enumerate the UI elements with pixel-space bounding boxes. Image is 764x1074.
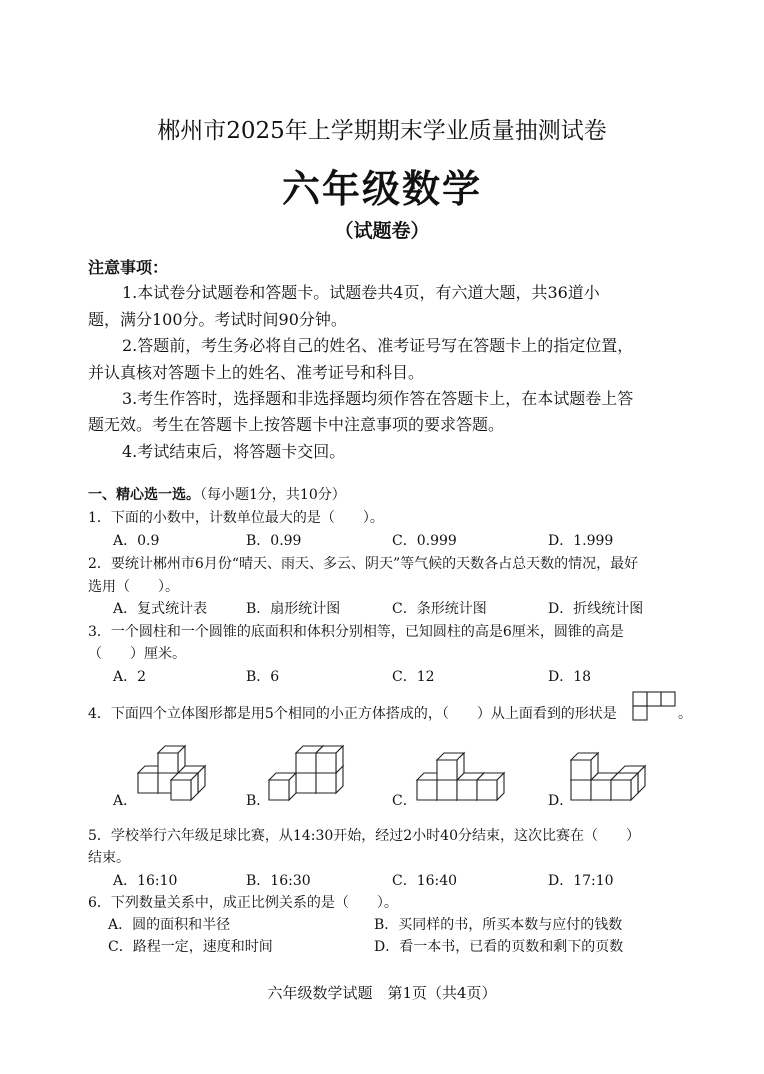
q3-option-d: D．18 xyxy=(548,669,592,685)
question-2: 2．要统计郴州市6月份“晴天、雨天、多云、阴天”等气候的天数各占总天数的情况，最好 xyxy=(88,556,639,572)
top-view-shape-figure xyxy=(632,691,676,721)
q5-option-b: B．16:30 xyxy=(246,873,311,889)
question-4: 4．下面四个立体图形都是用5个相同的小正方体搭成的，（ ）从上面看到的形状是 xyxy=(88,706,617,722)
q3-option-c: C．12 xyxy=(392,669,435,685)
q5-option-d: D．17:10 xyxy=(548,873,614,889)
question-6: 6．下列数量关系中，成正比例关系的是（ ）。 xyxy=(88,895,398,911)
q6-option-a: A．圆的面积和半径 xyxy=(108,917,231,933)
q4-figure-b xyxy=(268,740,358,802)
question-2-cont: 选用（ ）。 xyxy=(88,579,179,595)
paper-type: （试题卷） xyxy=(334,220,430,242)
q1-option-c: C．0.999 xyxy=(392,533,457,549)
q6-option-c: C．路程一定，速度和时间 xyxy=(108,939,273,955)
question-1: 1．下面的小数中，计数单位最大的是（ ）。 xyxy=(88,510,384,526)
q6-option-d: D．看一本书，已看的页数和剩下的页数 xyxy=(374,939,624,955)
notice-line: 题无效。考生在答题卡上按答题卡中注意事项的要求答题。 xyxy=(88,415,505,434)
exam-title: 郴州市2025年上学期期末学业质量抽测试卷 xyxy=(157,118,607,144)
notice-line: 1.本试卷分试题卷和答题卡。试题卷共4页，有六道大题，共36道小 xyxy=(122,283,600,302)
q4-option-b: B． xyxy=(246,793,271,809)
q2-option-a: A．复式统计表 xyxy=(113,601,208,617)
notice-line: 题，满分100分。考试时间90分钟。 xyxy=(88,310,347,329)
notice-line: 2.答题前，考生务必将自己的姓名、准考证号写在答题卡上的指定位置， xyxy=(122,336,634,355)
subject-title: 六年级数学 xyxy=(281,167,482,211)
q4-figure-c xyxy=(413,740,513,802)
question-3: 3．一个圆柱和一个圆锥的底面积和体积分别相等，已知圆柱的高是6厘米，圆锥的高是 xyxy=(88,624,624,640)
question-3-cont: （ ）厘米。 xyxy=(88,646,186,662)
question-5: 5．学校举行六年级足球比赛，从14:30开始，经过2小时40分结束，这次比赛在（ ） xyxy=(88,828,640,844)
section-heading: 一、精心选一选。（每小题1分，共10分） xyxy=(88,487,346,503)
notice-heading: 注意事项： xyxy=(88,258,169,277)
q3-option-a: A．2 xyxy=(113,669,147,685)
q2-option-b: B．扇形统计图 xyxy=(246,601,341,617)
question-4-end: 。 xyxy=(678,706,692,722)
q4-figure-a xyxy=(130,736,220,802)
q4-option-c: C． xyxy=(392,793,417,809)
q4-option-a: A． xyxy=(113,793,138,809)
notice-line: 3.考生作答时，选择题和非选择题均须作答在答题卡上，在本试题卷上答 xyxy=(122,389,634,408)
q2-option-c: C．条形统计图 xyxy=(392,601,487,617)
q3-option-b: B．6 xyxy=(246,669,280,685)
q6-option-b: B．买同样的书，所买本数与应付的钱数 xyxy=(374,917,623,933)
q1-option-a: A．0.9 xyxy=(113,533,160,549)
page-footer: 六年级数学试题 第1页（共4页） xyxy=(267,984,497,1002)
q1-option-b: B．0.99 xyxy=(246,533,302,549)
q1-option-d: D．1.999 xyxy=(548,533,614,549)
q5-option-c: C．16:40 xyxy=(392,873,458,889)
q5-option-a: A．16:10 xyxy=(113,873,178,889)
notice-line: 4.考试结束后，将答题卡交回。 xyxy=(122,442,346,461)
q2-option-d: D．折线统计图 xyxy=(548,601,644,617)
question-5-cont: 结束。 xyxy=(88,850,130,866)
notice-line: 并认真核对答题卡上的姓名、准考证号和科目。 xyxy=(88,363,425,382)
q4-option-d: D． xyxy=(548,793,574,809)
q4-figure-d xyxy=(567,740,657,802)
